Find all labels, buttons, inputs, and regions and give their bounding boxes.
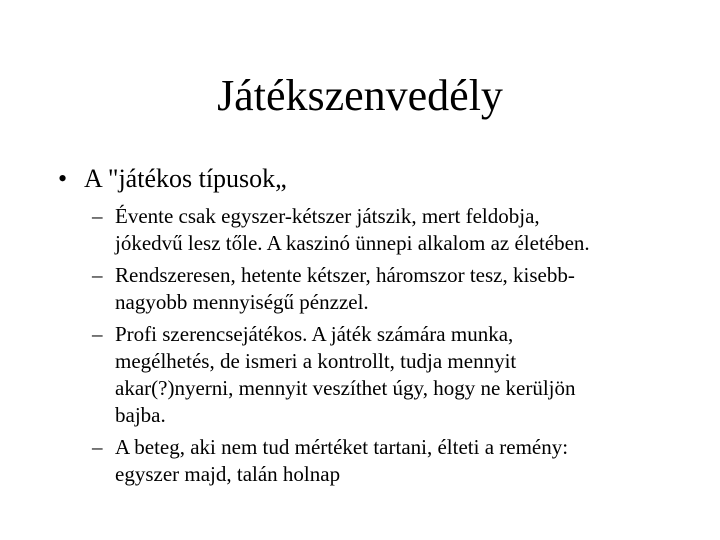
- sub-bullet-line: Rendszeresen, hetente kétszer, háromszor tesz, kisebb-: [115, 263, 575, 287]
- slide-title: Játékszenvedély: [217, 71, 503, 120]
- sub-bullet-line: akar(?)nyerni, mennyit veszíthet úgy, hogy ne kerüljön: [115, 376, 576, 400]
- bullet-text: A "játékos típusok„: [84, 164, 287, 193]
- sub-bullet-item: [92, 321, 692, 429]
- dash-marker: –: [92, 435, 103, 459]
- sub-bullet-item: [92, 434, 692, 488]
- dash-marker: –: [92, 322, 103, 346]
- sub-bullet-line: A beteg, aki nem tud mértéket tartani, élteti a remény:: [115, 435, 569, 459]
- sub-bullet-item: [92, 203, 692, 257]
- sub-bullet-line: Profi szerencsejátékos. A játék számára munka,: [115, 322, 514, 346]
- sub-bullet-line: nagyobb mennyiségű pénzzel.: [115, 290, 369, 314]
- sub-bullet-line: Évente csak egyszer-kétszer játszik, mert feldobja,: [115, 204, 540, 228]
- bullet-marker: •: [58, 164, 68, 193]
- sub-bullet-line: bajba.: [115, 403, 166, 427]
- dash-marker: –: [92, 204, 103, 228]
- sub-bullet-line: jókedvű lesz tőle. A kaszinó ünnepi alkalom az életében.: [115, 231, 590, 255]
- dash-marker: –: [92, 263, 103, 287]
- sub-bullet-line: egyszer majd, talán holnap: [115, 462, 341, 486]
- sub-bullet-line: megélhetés, de ismeri a kontrollt, tudja mennyit: [115, 349, 517, 373]
- sub-bullet-item: [92, 262, 692, 316]
- sub-bullet-list: [92, 203, 692, 493]
- bullet-item: [58, 163, 287, 195]
